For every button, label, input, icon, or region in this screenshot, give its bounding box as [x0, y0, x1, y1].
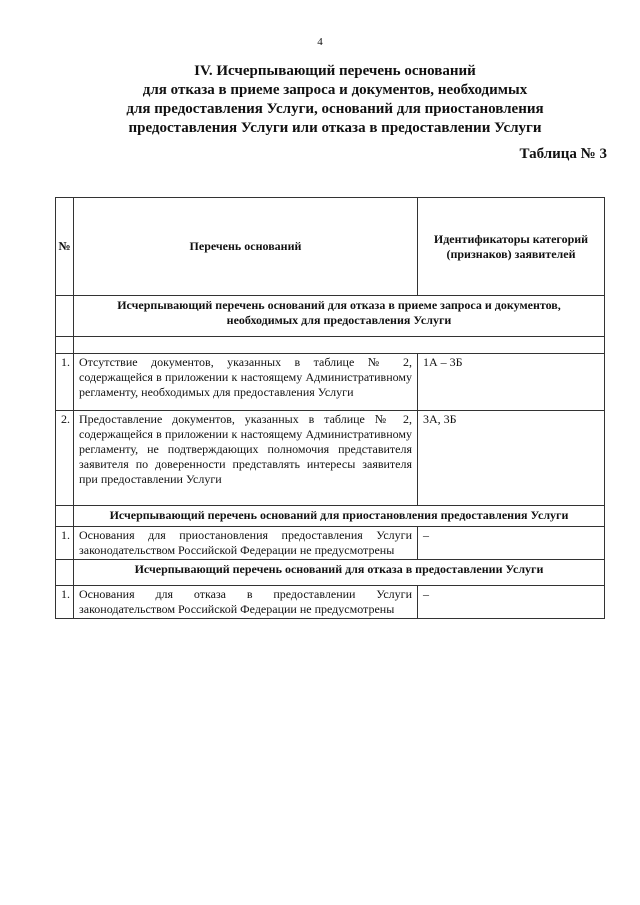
title-line: для предоставления Услуги, оснований для приостановления — [126, 101, 544, 117]
row-num: 1. — [56, 527, 74, 560]
section-title — [60, 62, 610, 138]
table-row — [56, 586, 605, 619]
section-row — [56, 506, 605, 527]
row-num: 2. — [56, 411, 74, 506]
table-row — [56, 527, 605, 560]
row-ids: 3А, 3Б — [418, 411, 605, 506]
table-label: Таблица № 3 — [519, 146, 607, 162]
page-number: 4 — [317, 36, 323, 48]
title-line: для отказа в приеме запроса и документов, необходимых — [142, 82, 528, 98]
section-row — [56, 296, 605, 337]
header-num: № — [56, 198, 74, 296]
section-row — [56, 560, 605, 586]
row-text: Предоставление документов, указанных в таблице № 2, содержащейся в приложении к настоящему Административному регламенту, не подтверждающих полномочия представителя заявителя по доверенности представлять интересы заявителя при предоставлении Услуги — [74, 411, 418, 506]
section-num-cell — [56, 560, 74, 586]
section-title-cell: Исчерпывающий перечень оснований для отказа в предоставлении Услуги — [74, 560, 605, 586]
reasons-table — [55, 197, 605, 619]
table-row — [56, 411, 605, 506]
section-num-cell — [56, 506, 74, 527]
row-ids: 1А – 3Б — [418, 354, 605, 411]
row-num: 1. — [56, 586, 74, 619]
title-line: IV. Исчерпывающий перечень оснований — [194, 63, 476, 79]
section-title-cell: Исчерпывающий перечень оснований для отказа в приеме запроса и документов, необходимых для предоставления Услуги — [74, 296, 605, 337]
table-row — [56, 354, 605, 411]
section-num-cell — [56, 296, 74, 337]
row-text: Основания для отказа в предоставлении Услуги законодательством Российской Федерации не предусмотрены — [74, 586, 418, 619]
row-ids: – — [418, 527, 605, 560]
section-title-cell: Исчерпывающий перечень оснований для приостановления предоставления Услуги — [74, 506, 605, 527]
row-num: 1. — [56, 354, 74, 411]
table-header-row — [56, 198, 605, 296]
row-ids: – — [418, 586, 605, 619]
header-reasons: Перечень оснований — [74, 198, 418, 296]
row-text: Основания для приостановления предоставления Услуги законодательством Российской Федерации не предусмотрены — [74, 527, 418, 560]
title-line: предоставления Услуги или отказа в предоставлении Услуги — [128, 120, 542, 136]
spacer-row — [56, 337, 605, 354]
header-ids: Идентификаторы категорий (признаков) заявителей — [418, 198, 605, 296]
row-text: Отсутствие документов, указанных в таблице № 2, содержащейся в приложении к настоящему Административному регламенту, необходимых для предоставления Услуги — [74, 354, 418, 411]
